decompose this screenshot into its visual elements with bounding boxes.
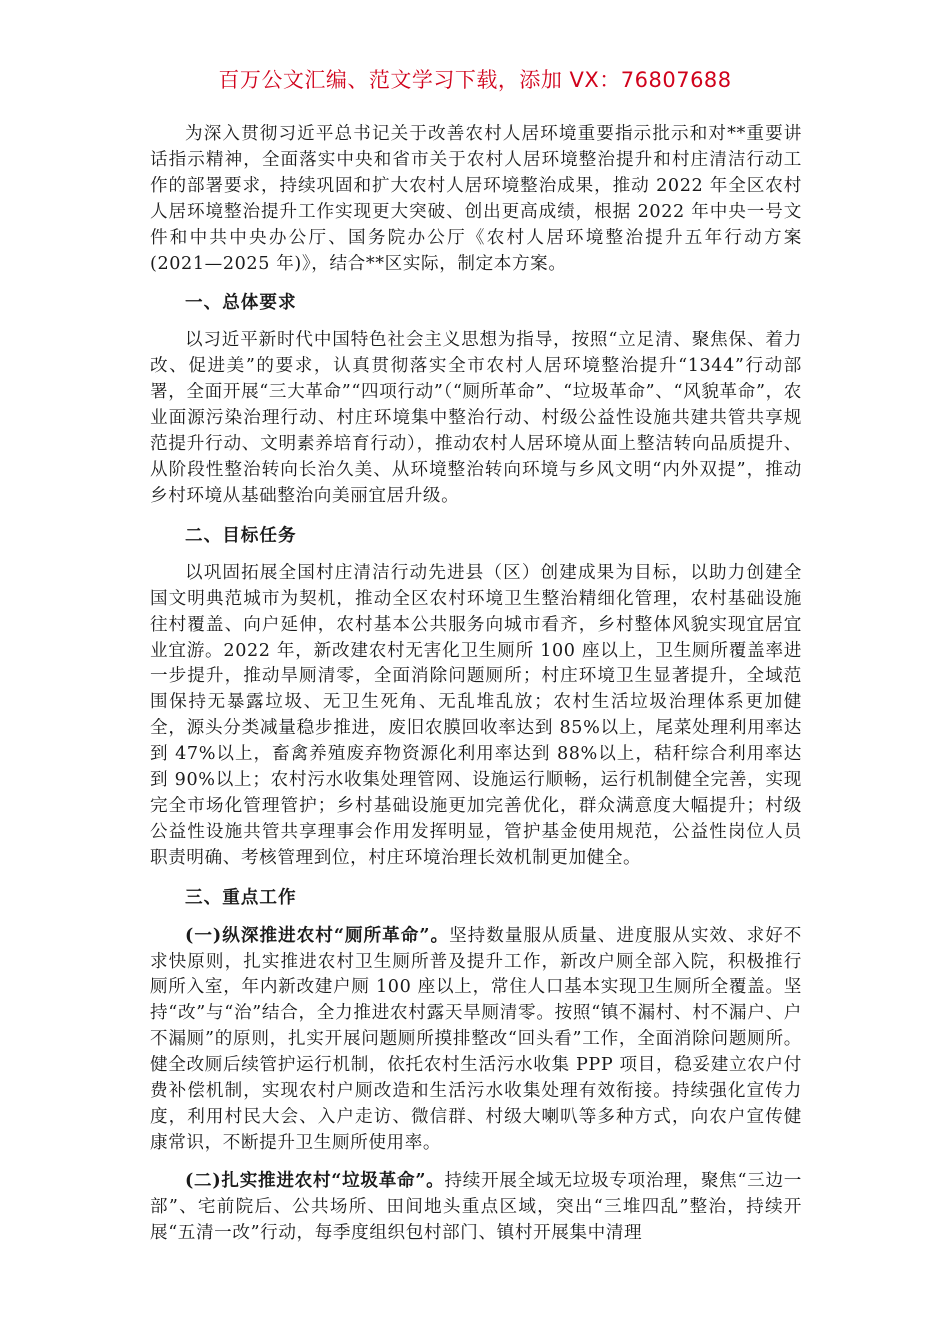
- key-work-item-text: 坚持数量服从质量、进度服从实效、求好不求快原则，扎实推进农村卫生厕所普及提升工作，新改户厕全部入院，积极推行厕所入室，年内新改建户厕 100 座以上，常住人口基本实现卫生厕所全覆盖。坚持“改”与“治”结合，全力推进农村露天旱厕清零。按照“镇不漏村、村不漏户、户不漏厕”的原则，扎实开展问题厕所摸排整改“回头看”工作，全面消除问题厕所。健全改厕后续管护运行机制，依托农村生活污水收集 PPP 项目，稳妥建立农户付费补偿机制，实现农村户厕改造和生活污水收集处理有效衔接。持续强化宣传力度，利用村民大会、入户走访、微信群、村级大喇叭等多种方式，向农户宣传健康常识，不断提升卫生厕所使用率。: [150, 925, 802, 1153]
- section-body-target-tasks: 以巩固拓展全国村庄清洁行动先进县（区）创建成果为目标，以助力创建全国文明典范城市为契机，推动全区农村环境卫生整治精细化管理，农村基础设施往村覆盖、向户延伸，农村基本公共服务向城市看齐，乡村整体风貌实现宜居宜业宜游。2022 年，新改建农村无害化卫生厕所 100 座以上，卫生厕所覆盖率进一步提升，推动旱厕清零，全面消除问题厕所；村庄环境卫生显著提升，全域范围保持无暴露垃圾、无卫生死角、无乱堆乱放；农村生活垃圾治理体系更加健全，源头分类减量稳步推进，废旧农膜回收率达到 85%以上，尾菜处理利用率达到 47%以上，畜禽养殖废弃物资源化利用率达到 88%以上，秸秆综合利用率达到 90%以上；农村污水收集处理管网、设施运行顺畅，运行机制健全完善，实现完全市场化管理管护；乡村基础设施更加完善优化，群众满意度大幅提升；村级公益性设施共管共享理事会作用发挥明显，管护基金使用规范，公益性岗位人员职责明确、考核管理到位，村庄环境治理长效机制更加健全。: [150, 562, 802, 868]
- download-banner: 百万公文汇编、范文学习下载，添加 VX：76807688: [218, 68, 732, 92]
- key-work-item-text: 持续开展全域无垃圾专项治理，聚焦“三边一部”、宅前院后、公共场所、田间地头重点区域，突出“三堆四乱”整治，持续开展“五清一改”行动，每季度组织包村部门、镇村开展集中清理: [150, 1170, 802, 1243]
- section-heading-target-tasks: 二、目标任务: [185, 525, 297, 546]
- intro-paragraph: 为深入贯彻习近平总书记关于改善农村人居环境重要指示批示和对**重要讲话指示精神，全面落实中央和省市关于农村人居环境整治提升和村庄清洁行动工作的部署要求，持续巩固和扩大农村人居环境整治成果，推动 2022 年全区农村人居环境整治提升工作实现更大突破、创出更高成绩，根据 2022 年中央一号文件和中共中央办公厅、国务院办公厅《农村人居环境整治提升五年行动方案(2021—2025 年)》，结合**区实际，制定本方案。: [150, 124, 802, 274]
- key-work-item-lead: (一)纵深推进农村“厕所革命”。: [185, 924, 450, 946]
- section-body-overall-requirements: 以习近平新时代中国特色社会主义思想为指导，按照“立足清、聚焦保、着力改、促进美”的要求，认真贯彻落实全市农村人居环境整治提升“1344”行动部署，全面开展“三大革命”“四项行动”（“厕所革命”、“垃圾革命”、“风貌革命”，农业面源污染治理行动、村庄环境集中整治行动、村级公益性设施共建共管共享规范提升行动、文明素养培育行动），推动农村人居环境从面上整洁转向品质提升、从阶段性整治转向长治久美、从环境整治转向环境与乡风文明“内外双提”，推动乡村环境从基础整治向美丽宜居升级。: [150, 330, 802, 506]
- section-heading-overall-requirements: 一、总体要求: [185, 293, 297, 314]
- key-work-item-lead: (二)扎实推进农村“垃圾革命”。: [185, 1169, 445, 1191]
- key-work-item: [150, 1168, 802, 1247]
- key-work-item: [150, 923, 802, 1157]
- section-heading-key-work: 三、重点工作: [185, 887, 297, 908]
- document-body: [150, 122, 802, 1247]
